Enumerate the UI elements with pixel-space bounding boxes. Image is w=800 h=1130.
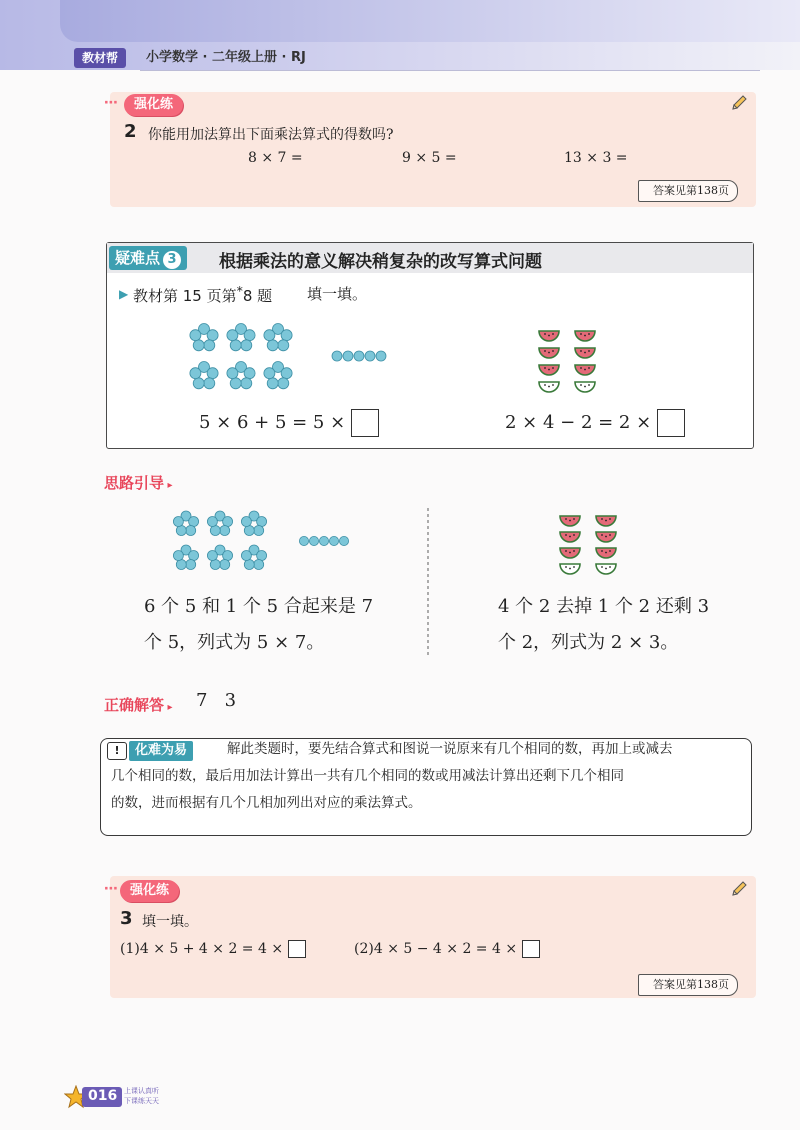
guide-melon-figure	[556, 510, 626, 578]
header-divider	[140, 70, 760, 71]
instruction: 填一填。	[307, 285, 368, 303]
tip-line-3: 的数，进而根据有几个几相加列出对应的乘法算式。	[111, 795, 422, 811]
expression-1: 8 × 7 =	[248, 150, 303, 166]
right-equation	[505, 409, 685, 437]
practice-section-1	[104, 92, 756, 207]
guide-heading-text: 思路引导	[104, 474, 165, 492]
watermelon-figure	[535, 325, 605, 395]
practice-tag: 强化练	[124, 94, 183, 116]
footer-slogan-2: 下课练天天	[124, 1097, 159, 1105]
bead-flowers-figure	[187, 321, 397, 401]
guide-arrow-icon: ▸	[164, 480, 173, 491]
answer-box-2-1[interactable]	[288, 940, 306, 958]
difficulty-label	[109, 246, 187, 270]
right-equation-text: 2 × 4 − 2 = 2 ×	[505, 412, 652, 433]
answer-heading-text: 正确解答	[104, 696, 165, 714]
tip-label: 化难为易	[129, 741, 193, 761]
answer-reference-2: 答案见第138页	[638, 974, 738, 996]
question-number-2: 3	[120, 908, 133, 929]
difficulty-box	[106, 242, 754, 449]
answer-box-left[interactable]	[351, 409, 379, 437]
source-star: *	[236, 283, 243, 298]
expression-2-1	[120, 940, 306, 958]
practice-section-2	[104, 876, 756, 998]
left-equation	[199, 409, 379, 437]
guide-dashed-divider	[426, 508, 430, 658]
question-number: 2	[124, 121, 137, 142]
book-title: 小学数学 · 二年级上册 · RJ	[146, 50, 306, 65]
answer-values: 7 3	[196, 690, 237, 711]
pencil-icon	[730, 94, 748, 112]
answer-heading	[104, 694, 173, 715]
pencil-icon-2	[730, 880, 748, 898]
answer-box-2-2[interactable]	[522, 940, 540, 958]
footer-slogan-1: 上课认真听	[124, 1087, 159, 1095]
expression-2-2-text: (2)4 × 5 − 4 × 2 = 4 ×	[354, 941, 518, 957]
left-equation-text: 5 × 6 + 5 = 5 ×	[199, 412, 346, 433]
answer-reference: 答案见第138页	[638, 180, 738, 202]
guide-bead-figure	[170, 508, 360, 576]
expression-3: 13 × 3 =	[564, 150, 628, 166]
guide-left-line-2: 个 5，列式为 5 × 7。	[144, 632, 325, 653]
brand-badge: 教材帮	[74, 48, 126, 68]
source-text: 教材第 15 页第	[133, 287, 237, 305]
footer-badge	[64, 1083, 164, 1111]
difficulty-label-text: 疑难点	[115, 249, 161, 267]
tip-line-1: 解此类题时，要先结合算式和图说一说原来有几个相同的数，再加上或减去	[227, 741, 673, 757]
guide-heading	[104, 472, 173, 493]
textbook-source	[133, 283, 272, 306]
expression-2-2	[354, 940, 540, 958]
source-number: 8 题	[242, 287, 273, 305]
expression-2-1-text: (1)4 × 5 + 4 × 2 = 4 ×	[120, 941, 284, 957]
guide-right-line-1: 4 个 2 去掉 1 个 2 还剩 3	[498, 596, 710, 617]
triangle-icon: ▶	[119, 287, 129, 301]
tag-dots-icon: ⋯	[104, 95, 118, 111]
difficulty-title: 根据乘法的意义解决稍复杂的改写算式问题	[219, 252, 542, 272]
header-decoration	[60, 0, 800, 42]
tip-box	[100, 738, 752, 836]
difficulty-number: 3	[163, 251, 181, 269]
expression-2: 9 × 5 =	[402, 150, 457, 166]
tip-icon: !	[107, 742, 127, 760]
guide-left-line-1: 6 个 5 和 1 个 5 合起来是 7	[144, 596, 374, 617]
question-text-2: 填一填。	[142, 914, 198, 930]
answer-arrow-icon: ▸	[164, 702, 173, 713]
guide-right-line-2: 个 2，列式为 2 × 3。	[498, 632, 679, 653]
practice-tag-2: 强化练	[120, 880, 179, 902]
tip-line-2: 几个相同的数，最后用加法计算出一共有几个相同的数或用减法计算出还剩下几个相同	[111, 768, 624, 784]
tag-dots-icon-2: ⋯	[104, 881, 118, 897]
page-number: 016	[88, 1088, 118, 1104]
question-text: 你能用加法算出下面乘法算式的得数吗?	[148, 127, 394, 143]
answer-box-right[interactable]	[657, 409, 685, 437]
